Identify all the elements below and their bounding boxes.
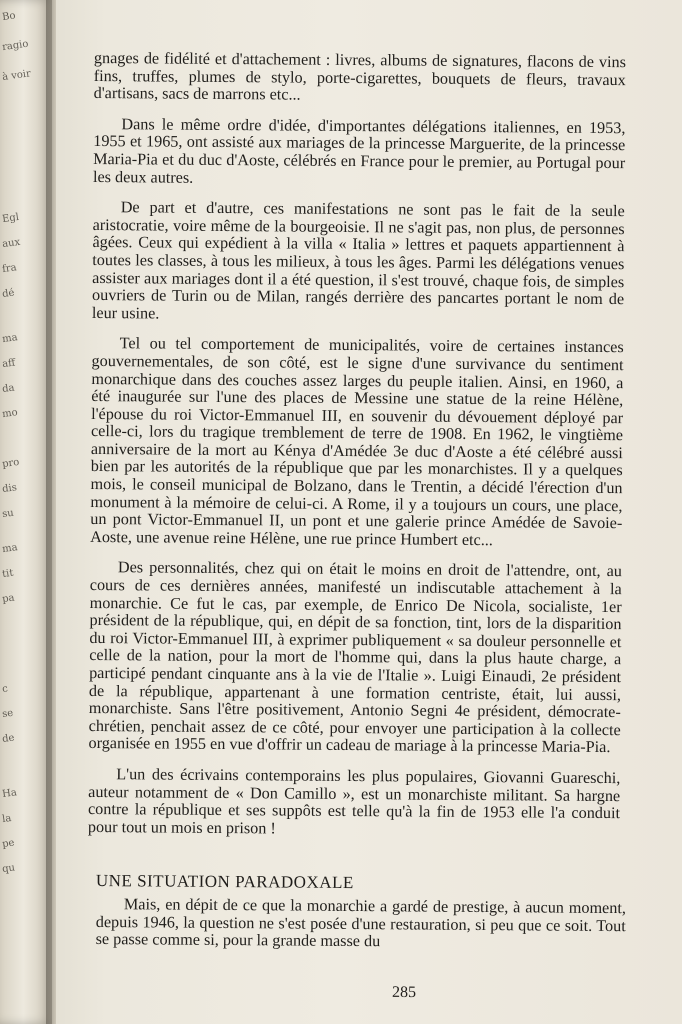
left-page-fragment: à voir [1,68,32,84]
final-paragraph: Mais, en dépit de ce que la monarchie a gardé de prestige, à aucun moment, depuis 1946, la question ne s'est posée d'une restauration, si peu que ce soit. Tout se passe comme si, pour la grande masse du [95,895,626,951]
left-page-fragment: aff [1,357,16,371]
left-page-fragment: dé [1,287,16,301]
section-heading: UNE SITUATION PARADOXALE [95,871,354,893]
left-page-fragment: da [1,382,16,396]
final-body-text [96,896,626,953]
left-page-fragment: tit [1,567,15,581]
paragraph-3: De part et d'autre, ces manifestations ne sont pas le fait de la seule aristocratie, voire même de la bourgeoisie. Il ne s'agit pas, non plus, de personnes âgées. Ceux qui expédient à la villa « Italia » lettres et paquets appartiennent à toutes les classes, à tous les milieux, à tous les âges. Parmi les délégations venues assister aux mariages dont il a été question, il s'est trouvé, chaque fois, de simples ouvriers de Turin ou de Milan, rangés derrière des pancartes portant le nom de leur usine. [91,198,625,323]
left-page-fragment: Ha [1,787,18,801]
left-page-fragment: qu [1,862,16,876]
left-page-fragment: dis [1,482,18,496]
left-page-fragment: ma [1,332,19,346]
left-page-fragment: fra [1,262,18,276]
left-page-fragment: Bo [1,10,17,24]
left-page-fragment: aux [1,236,21,251]
left-page-fragment: Egl [1,211,20,226]
left-page-fragment: de [1,732,16,746]
paragraph-1: gnages de fidélité et d'attachement : livres, albums de signatures, flacons de vins fins, truffes, plumes de stylo, porte-cigarettes, bouquets de fleurs, travaux d'artisans, sacs de marrons etc... [93,49,626,104]
left-page-fragment: ragio [1,38,30,54]
left-page-fragment: mo [1,407,19,421]
left-page-fragment: pe [1,837,16,851]
reverse-page-bleed [366,824,617,891]
left-page-fragment: la [1,812,13,826]
left-page-fragment: su [1,507,15,521]
left-page-edge [0,0,52,1024]
paragraph-6: L'un des écrivains contemporains les plus populaires, Giovanni Guareschi, auteur notamment de « Don Camillo », est un monarchiste militant. Sa hargne contre la république et ses suppôts est telle qu'à la fin de 1953 elle l'a conduit pour tout un mois en prison ! [87,765,621,838]
left-page-fragment: ma [1,542,19,556]
left-page-fragment: c [1,683,9,696]
paragraph-5: Des personnalités, chez qui on était le moins en droit de l'attendre, ont, au cours de ces dernières années, manifesté un indiscutable attachement à la monarchie. Ce fut le cas, par exemple, de Enrico De Nicola, socialiste, 1er président de la république, qui, en dépit de sa fonction, tint, lors de la disparition du roi Victor-Emmanuel III, à exprimer publiquement « sa douleur personnelle et celle de la nation, pour la mort de l'homme qui, dans la plus haute charge, a participé pendant cinquante ans à la vie de l'Italie ». Luigi Einaudi, 2e président de la république, appartenant à une formation centriste, était, lui aussi, monarchiste. Sans l'être positivement, Antonio Segni 4e président, démocrate-chrétien, penchait assez de ce côté, pour envoyer une participation à la collecte organisée en 1955 en vue d'offrir un cadeau de mariage à la princesse Maria-Pia. [88,558,622,757]
paragraph-2: Dans le même ordre d'idée, d'importantes délégations italiennes, en 1953, 1955 et 1965, ont assisté aux mariages de la princesse Marguerite, de la princesse Maria-Pia et du duc d'Aoste, célébrés en France pour le premier, au Portugal pour les deux autres. [92,114,626,187]
page-number: 285 [391,983,417,1002]
paragraph-4: Tel ou tel comportement de municipalités, voire de certaines instances gouvernementales, de son côté, est le signe d'une survivance du sentiment monarchique dans des couches assez larges du peuple italien. Ainsi, en 1960, a été inaugurée sur l'une des places de Messine une statue de la reine Hélène, l'épouse du roi Victor-Emmanuel III, en souvenir du dévouement déployé par celle-ci, lors du tragique tremblement de terre de 1908. En 1962, le vingtième anniversaire de la mort au Kénya d'Amédée 3e duc d'Aoste a été célébré aussi bien par les autorités de la république que par les monarchistes. Il y a quelques mois, le conseil municipal de Bolzano, dans le Trentin, a décidé l'érection d'un monument à la mémoire de celui-ci. A Rome, il y a toujours un cours, une place, un pont Victor-Emmanuel II, un pont et une galerie prince Amédée de Savoie-Aoste, une avenue reine Hélène, une rue prince Humbert etc... [90,334,624,549]
left-page-fragment: se [1,707,14,721]
left-page-fragment: pro [1,456,21,471]
left-page-fragment: pa [1,592,16,606]
body-text [88,50,626,853]
right-page [56,0,682,1024]
